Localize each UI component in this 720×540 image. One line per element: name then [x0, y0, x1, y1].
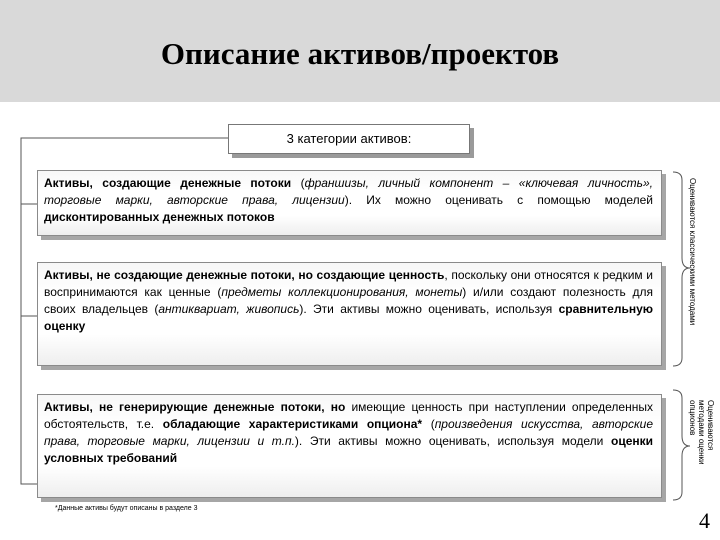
box1-lead: Активы, создающие денежные потоки	[44, 176, 292, 190]
box2-text-2: , поскольку они относятся к редким и воспринимаются как ценные (	[44, 268, 653, 299]
box3-examples: произведения искусства, авторские права, торговые марки, лицензии и т.п.	[44, 417, 653, 448]
box3-option: обладающие характеристиками опциона*	[162, 417, 423, 431]
box1-text-4: ). Их можно оценивать с помощью моделей	[344, 193, 653, 207]
category-box-option	[37, 394, 662, 498]
categories-header-box: 3 категории активов:	[228, 124, 470, 154]
page-number: 4	[699, 508, 710, 533]
box3-lead: Активы, не генерирующие денежные потоки, но	[44, 400, 346, 414]
box3-text-4: (	[422, 417, 435, 431]
footnote: *Данные активы будут описаны в разделе 3	[55, 505, 198, 512]
box2-examples-1: предметы коллекционирования, монеты	[221, 285, 463, 299]
box2-method: сравнительную оценку	[44, 302, 654, 333]
category-box-cashflow	[37, 170, 662, 236]
box1-text-2: (	[291, 176, 305, 190]
category-box-value	[37, 262, 662, 366]
box3-text-6: ). Эти активы можно оценивать, используя модели	[294, 434, 611, 448]
box2-lead: Активы, не создающие денежные потоки, но создающие ценность	[44, 268, 445, 282]
box1-method: дисконтированных денежных потоков	[44, 210, 275, 224]
box3-method: оценки условных требований	[44, 434, 653, 465]
box2-text-6: ). Эти активы можно оценивать, используя	[299, 302, 559, 316]
page-title: Описание активов/проектов	[160, 36, 560, 71]
side-label-options: Оцениваются методами оценки опционов	[688, 400, 715, 465]
box2-examples-2: антиквариат, живопись	[158, 302, 300, 316]
box1-examples: франшизы, личный компонент – «ключевая личность», торговые марки, авторские права, лицензии	[44, 176, 653, 207]
box2-text-4: ) и/или создают полезность для своих владельцев (	[44, 285, 653, 316]
side-label-classical: Оцениваются классическими методами	[688, 178, 697, 326]
box3-text-2: имеющие ценность при наступлении определенных обстоятельств, т.е.	[44, 400, 653, 431]
